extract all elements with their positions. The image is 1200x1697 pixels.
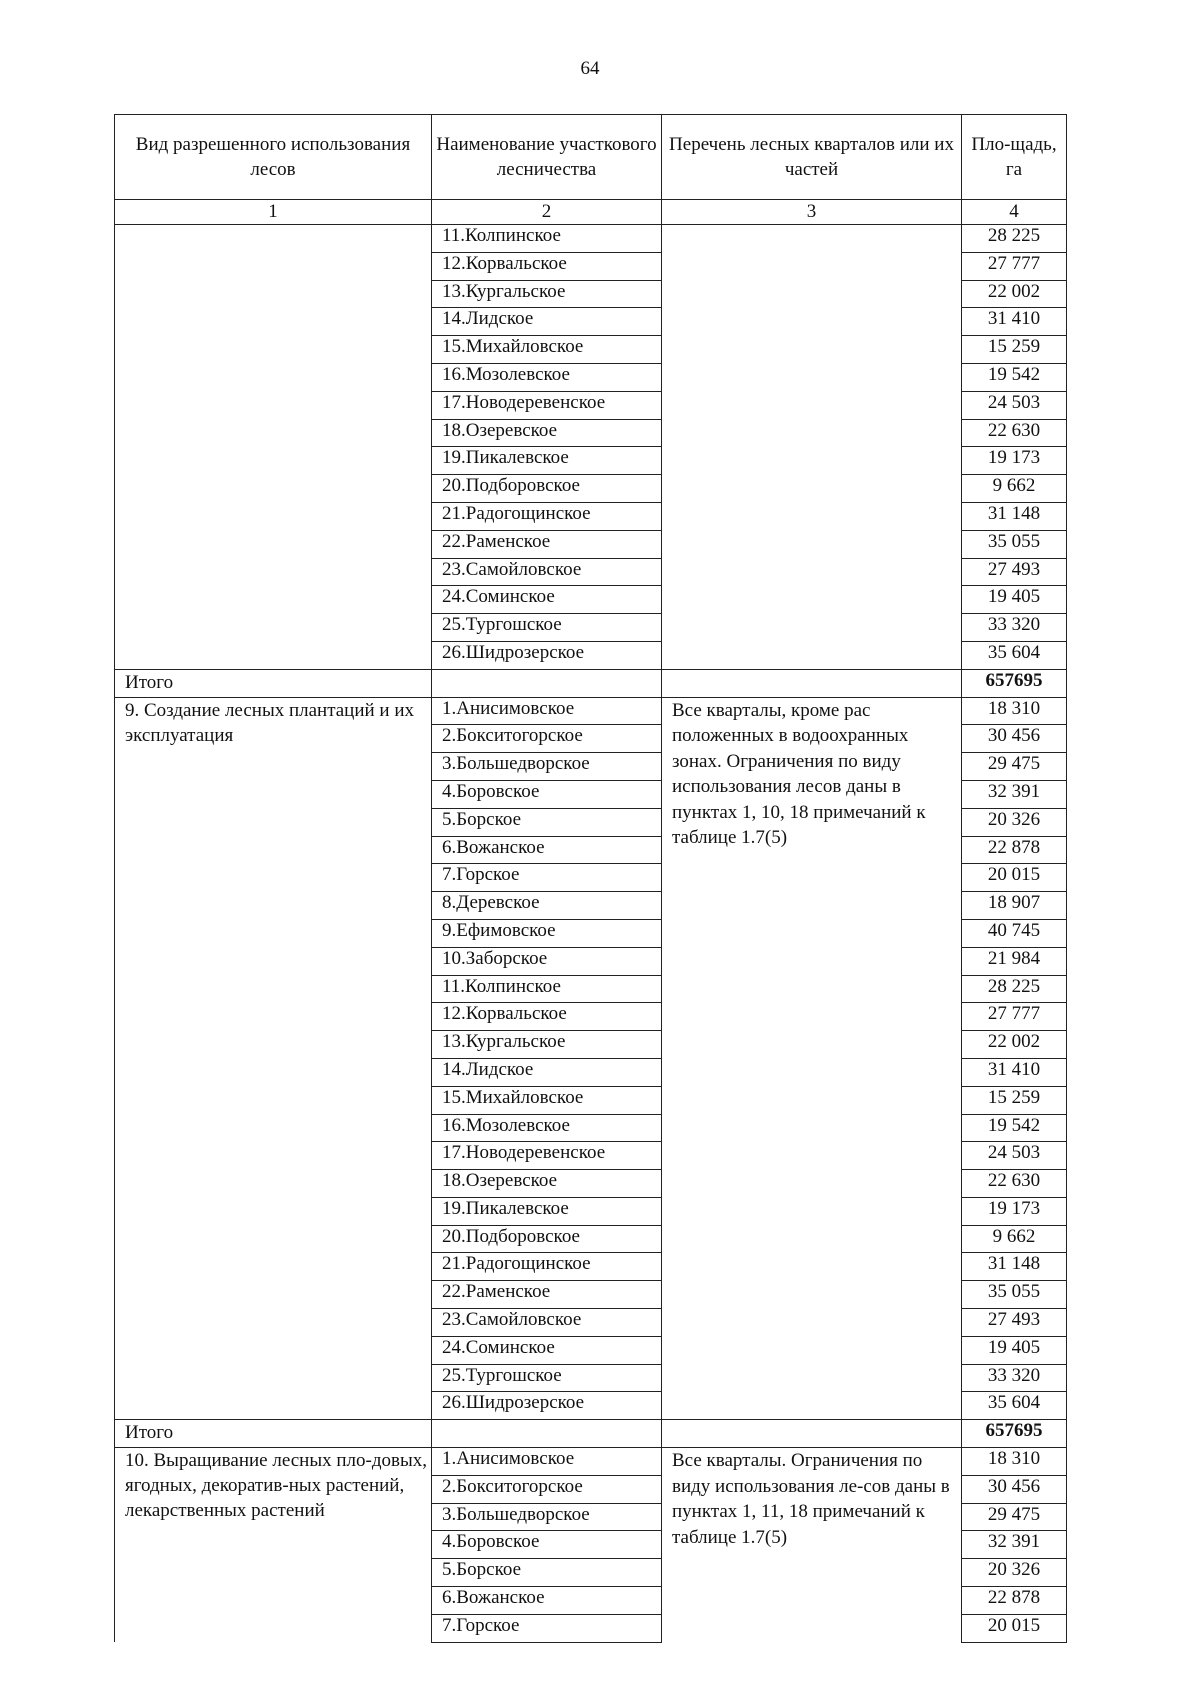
area-cell: 18 907 <box>962 892 1067 920</box>
area-cell: 31 410 <box>962 1058 1067 1086</box>
area-cell: 18 310 <box>962 1448 1067 1476</box>
page-number: 64 <box>580 58 600 79</box>
forestry-name-cell: 6.Вожанское <box>432 836 662 864</box>
header-area: Пло-щадь, га <box>962 115 1067 200</box>
forestry-name-cell: 5.Борское <box>432 808 662 836</box>
area-cell: 24 503 <box>962 391 1067 419</box>
total-value: 657695 <box>962 1420 1067 1448</box>
forestry-name-cell: 22.Раменское <box>432 1281 662 1309</box>
area-cell: 22 878 <box>962 1587 1067 1615</box>
column-number: 4 <box>962 200 1067 225</box>
area-cell: 33 320 <box>962 614 1067 642</box>
forestry-name-cell: 4.Боровское <box>432 780 662 808</box>
area-cell: 9 662 <box>962 475 1067 503</box>
area-cell: 35 055 <box>962 1281 1067 1309</box>
forestry-name-cell: 22.Раменское <box>432 530 662 558</box>
forestry-name-cell: 16.Мозолевское <box>432 363 662 391</box>
forestry-name-cell: 10.Заборское <box>432 947 662 975</box>
forestry-name-cell: 7.Горское <box>432 1614 662 1642</box>
forestry-name-cell: 2.Бокситогорское <box>432 725 662 753</box>
area-cell: 22 630 <box>962 1170 1067 1198</box>
area-cell: 19 542 <box>962 363 1067 391</box>
forestry-name-cell: 3.Большедворское <box>432 1503 662 1531</box>
forestry-name-cell: 20.Подборовское <box>432 1225 662 1253</box>
area-cell: 9 662 <box>962 1225 1067 1253</box>
forestry-name-cell: 1.Анисимовское <box>432 1448 662 1476</box>
forestry-name-cell: 18.Озеревское <box>432 1170 662 1198</box>
area-cell: 31 148 <box>962 502 1067 530</box>
area-cell: 32 391 <box>962 780 1067 808</box>
column-number: 3 <box>662 200 962 225</box>
area-cell: 27 777 <box>962 1003 1067 1031</box>
forestry-name-cell: 6.Вожанское <box>432 1587 662 1615</box>
area-cell: 19 173 <box>962 1197 1067 1225</box>
forestry-name-cell: 23.Самойловское <box>432 1309 662 1337</box>
area-cell: 32 391 <box>962 1531 1067 1559</box>
forestry-name-cell: 25.Тургошское <box>432 614 662 642</box>
area-cell: 22 002 <box>962 280 1067 308</box>
area-cell: 20 326 <box>962 1559 1067 1587</box>
forestry-name-cell: 15.Михайловское <box>432 1086 662 1114</box>
area-cell: 20 326 <box>962 808 1067 836</box>
column-number: 2 <box>432 200 662 225</box>
area-cell: 20 015 <box>962 864 1067 892</box>
area-cell: 19 173 <box>962 447 1067 475</box>
forestry-name-cell: 26.Шидрозерское <box>432 641 662 669</box>
use-type-cell: 9. Создание лесных плантаций и их эксплуатация <box>115 697 432 1420</box>
total-row <box>115 669 1067 697</box>
area-cell: 30 456 <box>962 725 1067 753</box>
area-cell: 35 604 <box>962 1392 1067 1420</box>
forestry-name-cell: 11.Колпинское <box>432 225 662 253</box>
forestry-name-cell: 7.Горское <box>432 864 662 892</box>
table-row <box>115 225 1067 253</box>
forestry-name-cell: 19.Пикалевское <box>432 1197 662 1225</box>
forestry-name-cell: 20.Подборовское <box>432 475 662 503</box>
forest-use-table <box>114 114 1067 1643</box>
area-cell: 35 604 <box>962 641 1067 669</box>
area-cell: 19 405 <box>962 586 1067 614</box>
forestry-name-cell: 3.Большедворское <box>432 753 662 781</box>
total-row <box>115 1420 1067 1448</box>
area-cell: 35 055 <box>962 530 1067 558</box>
forestry-name-cell: 13.Кургальское <box>432 280 662 308</box>
forestry-name-cell: 9.Ефимовское <box>432 919 662 947</box>
use-type-cell: 10. Выращивание лесных пло-довых, ягодных, декоратив-ных растений, лекарственных растений <box>115 1448 432 1643</box>
forestry-name-cell: 26.Шидрозерское <box>432 1392 662 1420</box>
area-cell: 27 777 <box>962 252 1067 280</box>
forestry-name-cell: 5.Борское <box>432 1559 662 1587</box>
area-cell: 29 475 <box>962 1503 1067 1531</box>
forestry-name-cell: 24.Соминское <box>432 1336 662 1364</box>
area-cell: 21 984 <box>962 947 1067 975</box>
total-empty-cell <box>432 1420 662 1448</box>
area-cell: 19 542 <box>962 1114 1067 1142</box>
area-cell: 18 310 <box>962 697 1067 725</box>
area-cell: 33 320 <box>962 1364 1067 1392</box>
forestry-name-cell: 17.Новодеревенское <box>432 1142 662 1170</box>
area-cell: 28 225 <box>962 225 1067 253</box>
forestry-name-cell: 13.Кургальское <box>432 1031 662 1059</box>
table-body <box>115 225 1067 1643</box>
forestry-name-cell: 23.Самойловское <box>432 558 662 586</box>
forestry-name-cell: 15.Михайловское <box>432 336 662 364</box>
area-cell: 22 630 <box>962 419 1067 447</box>
forestry-name-cell: 17.Новодеревенское <box>432 391 662 419</box>
area-cell: 27 493 <box>962 558 1067 586</box>
forestry-name-cell: 16.Мозолевское <box>432 1114 662 1142</box>
area-cell: 31 410 <box>962 308 1067 336</box>
area-cell: 31 148 <box>962 1253 1067 1281</box>
header-row <box>115 115 1067 200</box>
area-cell: 30 456 <box>962 1475 1067 1503</box>
total-empty-cell <box>662 669 962 697</box>
area-cell: 40 745 <box>962 919 1067 947</box>
column-number: 1 <box>115 200 432 225</box>
area-cell: 15 259 <box>962 336 1067 364</box>
area-cell: 29 475 <box>962 753 1067 781</box>
forestry-name-cell: 12.Корвальское <box>432 252 662 280</box>
area-cell: 15 259 <box>962 1086 1067 1114</box>
area-cell: 22 878 <box>962 836 1067 864</box>
forestry-name-cell: 14.Лидское <box>432 1058 662 1086</box>
forestry-name-cell: 24.Соминское <box>432 586 662 614</box>
column-number-row <box>115 200 1067 225</box>
area-cell: 24 503 <box>962 1142 1067 1170</box>
table-row <box>115 697 1067 725</box>
forestry-name-cell: 19.Пикалевское <box>432 447 662 475</box>
use-type-empty-cell <box>115 225 432 670</box>
area-cell: 19 405 <box>962 1336 1067 1364</box>
forestry-name-cell: 25.Тургошское <box>432 1364 662 1392</box>
forestry-name-cell: 2.Бокситогорское <box>432 1475 662 1503</box>
area-cell: 28 225 <box>962 975 1067 1003</box>
total-empty-cell <box>662 1420 962 1448</box>
forestry-name-cell: 11.Колпинское <box>432 975 662 1003</box>
quarters-cell: Все кварталы. Ограничения по виду использования ле-сов даны в пунктах 1, 11, 18 примечаний к таблице 1.7(5) <box>662 1448 962 1643</box>
forestry-name-cell: 1.Анисимовское <box>432 697 662 725</box>
area-cell: 20 015 <box>962 1614 1067 1642</box>
total-label: Итого <box>115 1420 432 1448</box>
forestry-name-cell: 21.Радогощинское <box>432 502 662 530</box>
forestry-name-cell: 4.Боровское <box>432 1531 662 1559</box>
quarters-empty-cell <box>662 225 962 670</box>
header-forestry-name: Наименование участкового лесничества <box>432 115 662 200</box>
header-quarters: Перечень лесных кварталов или их частей <box>662 115 962 200</box>
header-use-type: Вид разрешенного использования лесов <box>115 115 432 200</box>
area-cell: 27 493 <box>962 1309 1067 1337</box>
table-row <box>115 1448 1067 1476</box>
forestry-name-cell: 18.Озеревское <box>432 419 662 447</box>
forestry-name-cell: 21.Радогощинское <box>432 1253 662 1281</box>
forestry-name-cell: 12.Корвальское <box>432 1003 662 1031</box>
total-label: Итого <box>115 669 432 697</box>
quarters-cell: Все кварталы, кроме рас положенных в водоохранных зонах. Ограничения по виду использования лесов даны в пунктах 1, 10, 18 примечаний к таблице 1.7(5) <box>662 697 962 1420</box>
forestry-name-cell: 8.Деревское <box>432 892 662 920</box>
total-value: 657695 <box>962 669 1067 697</box>
area-cell: 22 002 <box>962 1031 1067 1059</box>
total-empty-cell <box>432 669 662 697</box>
forestry-name-cell: 14.Лидское <box>432 308 662 336</box>
